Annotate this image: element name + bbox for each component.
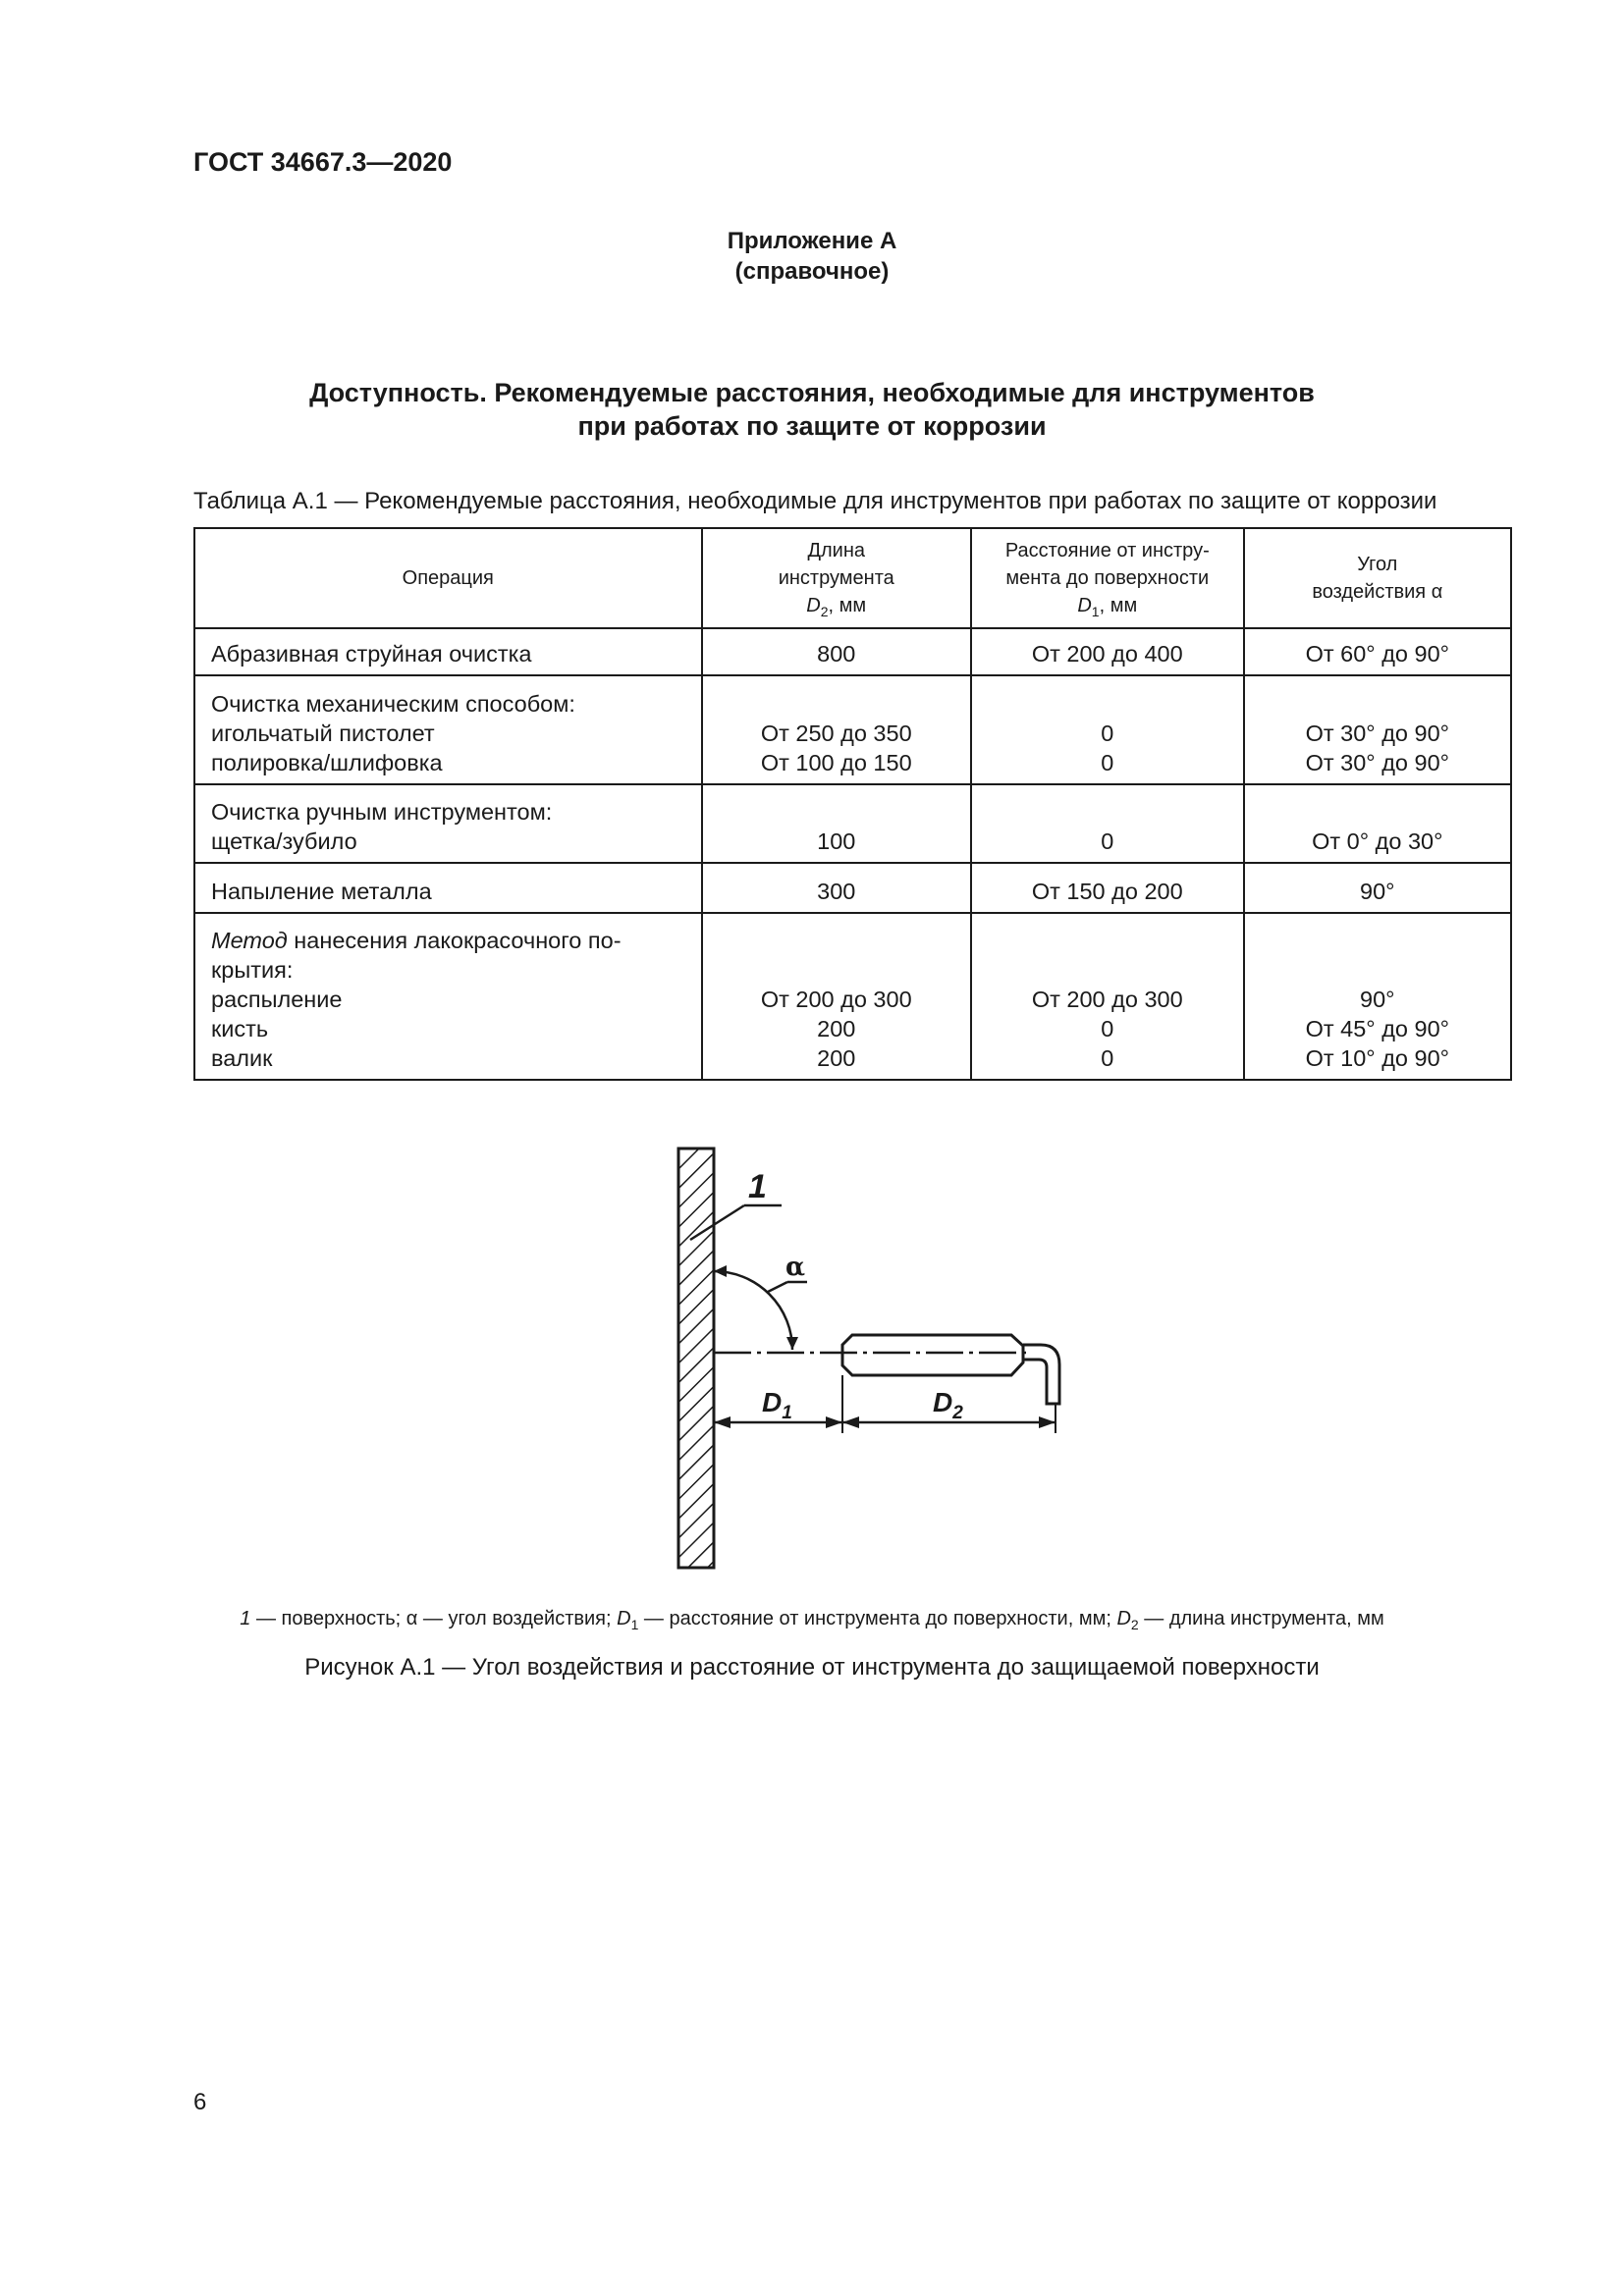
header-tool-length: Длина инструмента $D_2$, мм: [702, 528, 971, 628]
surface-label: 1: [748, 1168, 767, 1205]
appendix-title: Приложение А: [727, 228, 897, 254]
figure-legend: 1 — поверхность; α — угол воздействия; $D_1$ — расстояние от инструмента до поверхности, мм; $D_2$ — длина инструмента, мм: [240, 1608, 1384, 1632]
header-operation: Операция: [194, 528, 702, 628]
cell-distance: 0: [971, 784, 1244, 863]
angle-arc: [714, 1271, 792, 1350]
cell-angle: 90° От 45° до 90° От 10° до 90°: [1244, 913, 1511, 1080]
cell-operation: Метод нанесения лакокрасочного по- крытия: распыление кисть валик: [194, 913, 702, 1080]
main-title-line-1: Доступность. Рекомендуемые расстояния, необходимые для инструментов: [309, 378, 1315, 407]
d2-label: $D_2$: [933, 1387, 963, 1423]
surface-wall: [678, 1148, 714, 1568]
document-code: ГОСТ 34667.3—2020: [193, 147, 453, 177]
header-distance: Расстояние от инстру- мента до поверхности $D_1$, мм: [971, 528, 1244, 628]
page-number: 6: [193, 2089, 207, 2115]
cell-angle: От 0° до 30°: [1244, 784, 1511, 863]
figure-caption: Рисунок А.1 — Угол воздействия и расстояние от инструмента до защищаемой поверхности: [304, 1654, 1320, 1681]
cell-length: От 250 до 350 От 100 до 150: [702, 675, 971, 784]
cell-length: 100: [702, 784, 971, 863]
main-title-line-2: при работах по защите от коррозии: [577, 411, 1047, 441]
angle-arrow-bottom: [786, 1337, 798, 1350]
tool-body: [842, 1335, 1023, 1375]
cell-angle: От 60° до 90°: [1244, 628, 1511, 675]
cell-length: 300: [702, 863, 971, 913]
cell-length: От 200 до 300 200 200: [702, 913, 971, 1080]
cell-distance: 0 0: [971, 675, 1244, 784]
cell-distance: От 200 до 400: [971, 628, 1244, 675]
cell-angle: От 30° до 90° От 30° до 90°: [1244, 675, 1511, 784]
cell-distance: От 150 до 200: [971, 863, 1244, 913]
appendix-subtitle: (справочное): [734, 258, 890, 285]
header-angle: Угол воздействия α: [1244, 528, 1511, 628]
table-caption: Таблица А.1 — Рекомендуемые расстояния, необходимые для инструментов при работах по защите от коррозии: [193, 488, 1437, 514]
alpha-label: α: [785, 1253, 806, 1282]
cell-operation: Очистка механическим способом: игольчатый пистолет полировка/шлифовка: [194, 675, 702, 784]
angle-arrow-top: [714, 1265, 727, 1277]
d1-label: $D_1$: [762, 1387, 792, 1423]
cell-operation: Напыление металла: [194, 863, 702, 913]
cell-angle: 90°: [1244, 863, 1511, 913]
tool-hook: [1023, 1345, 1059, 1404]
cell-operation: Абразивная струйная очистка: [194, 628, 702, 675]
cell-length: 800: [702, 628, 971, 675]
cell-operation: Очистка ручным инструментом: щетка/зубило: [194, 784, 702, 863]
cell-distance: От 200 до 300 0 0: [971, 913, 1244, 1080]
